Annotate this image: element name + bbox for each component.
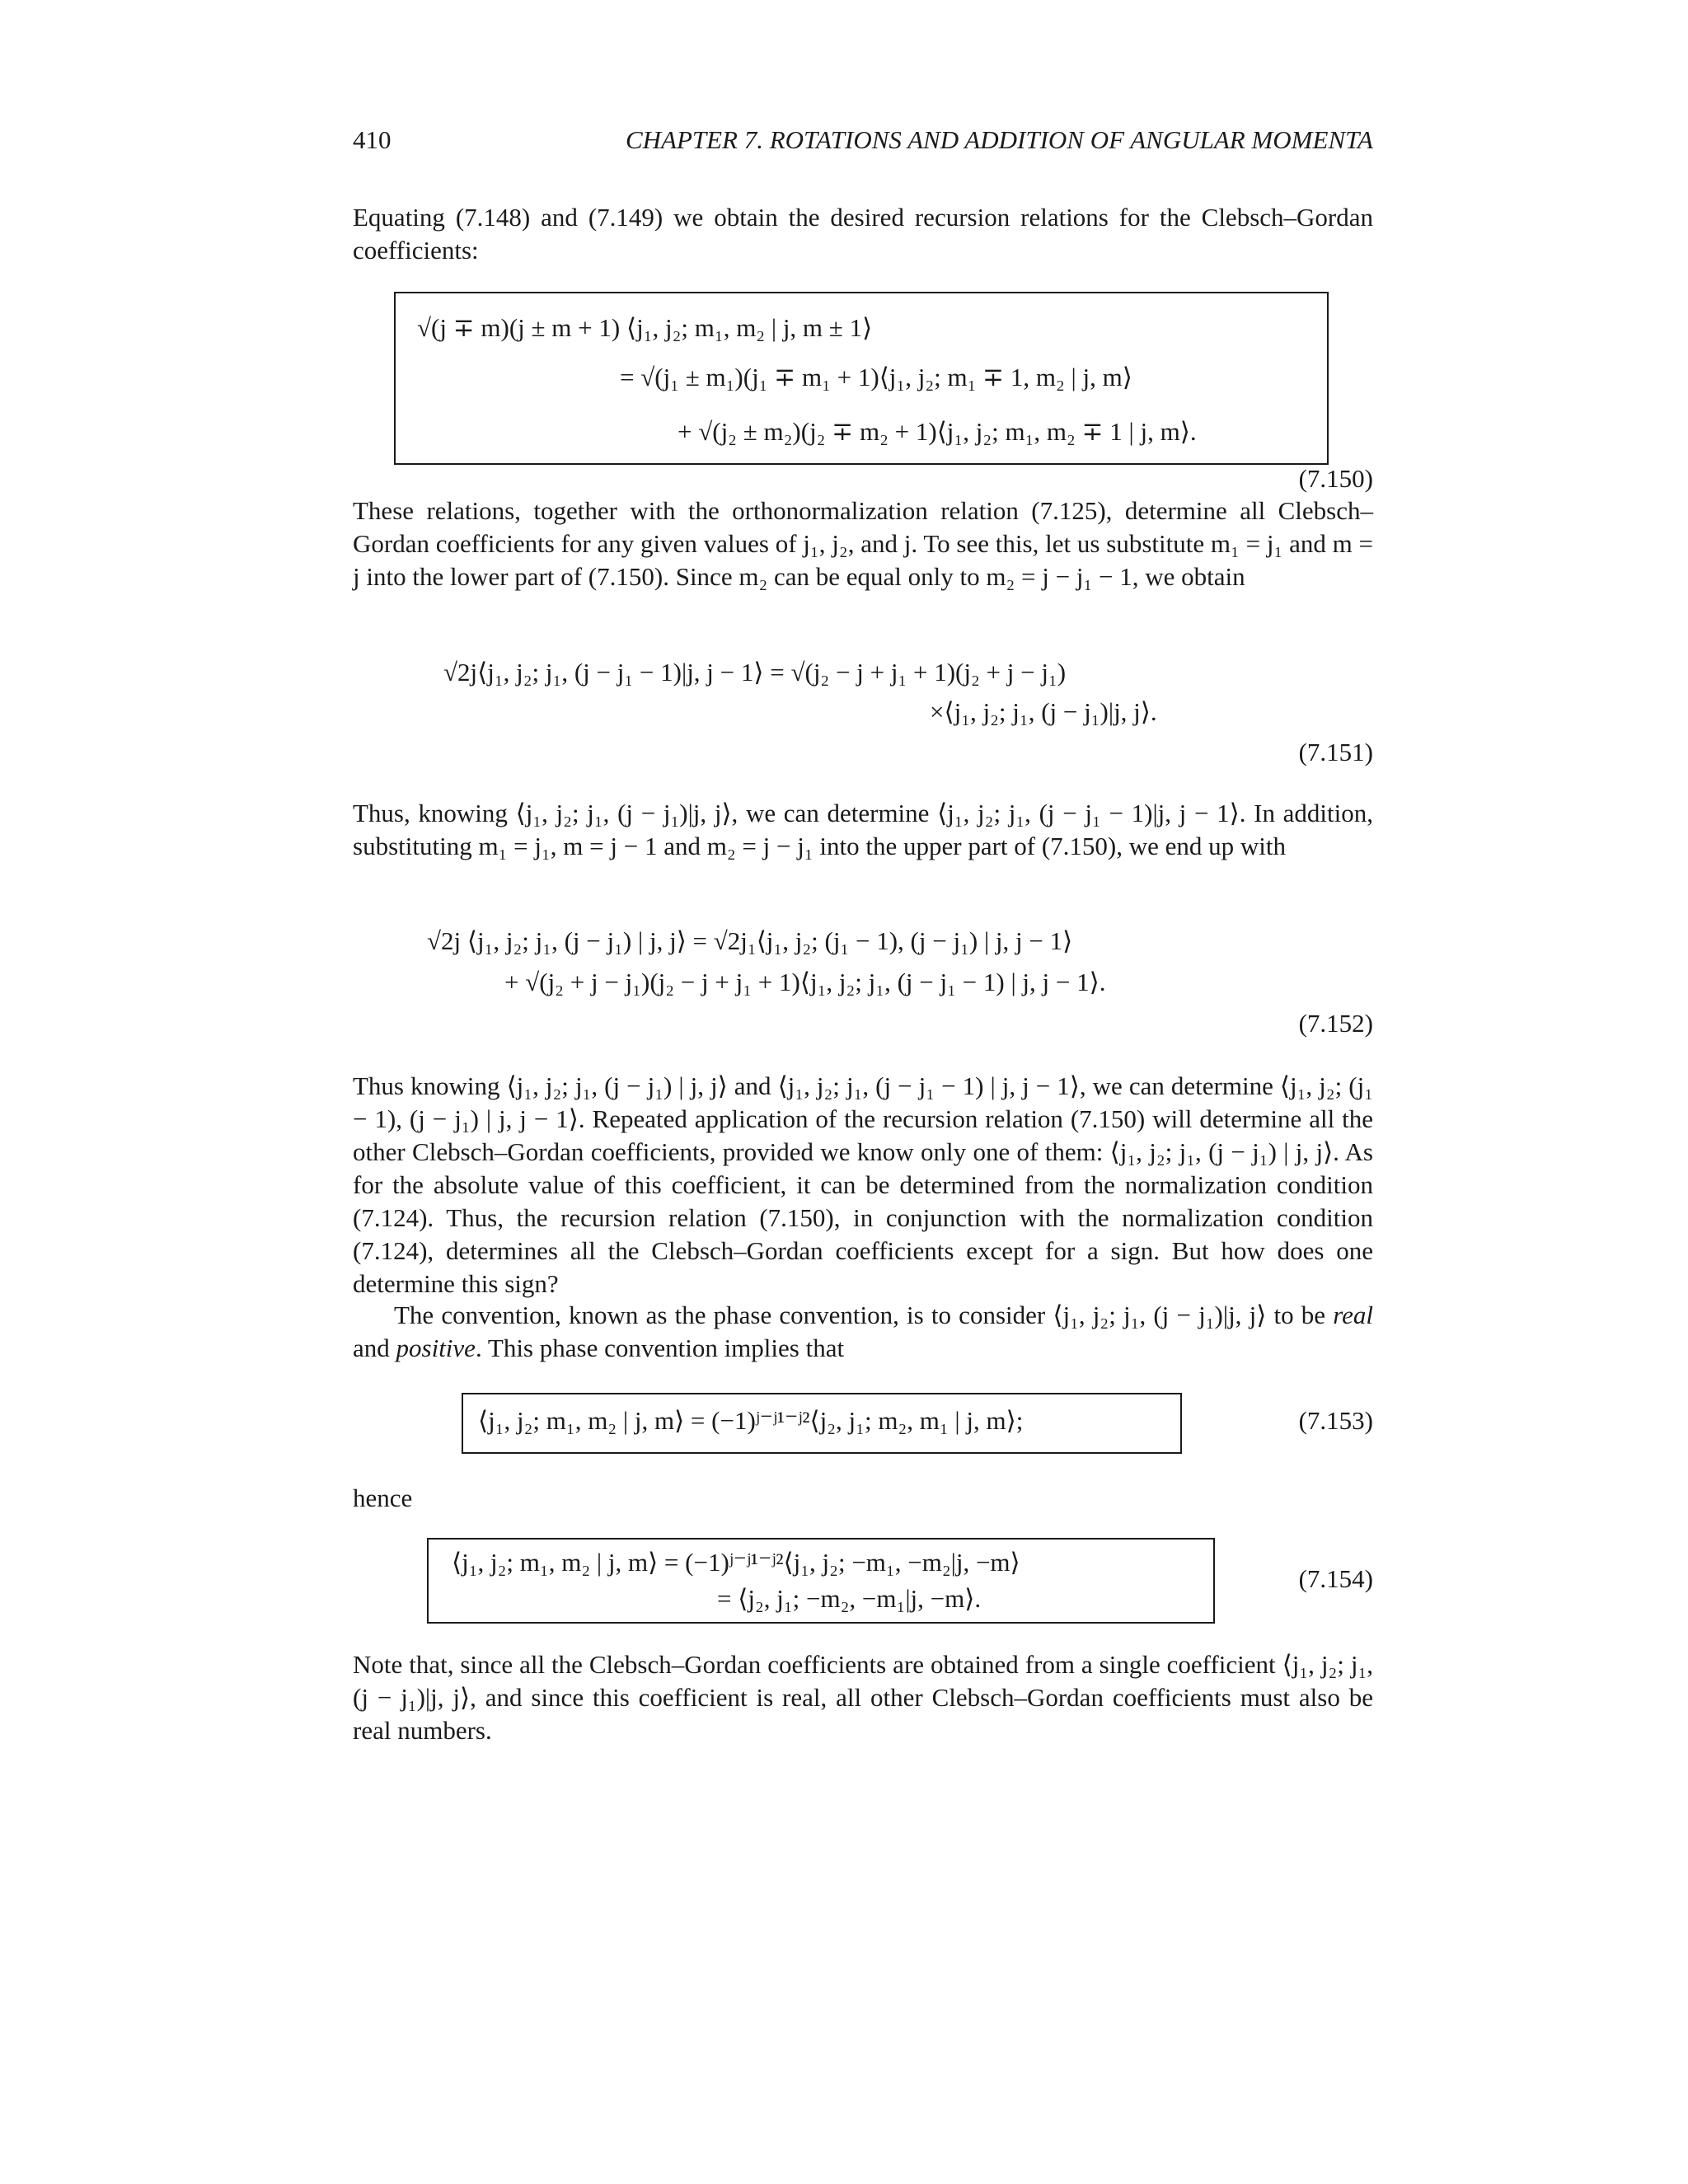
paragraph-repeated-application: Thus knowing ⟨j₁, j₂; j₁, (j − j₁) | j, j⟩ and ⟨j₁, j₂; j₁, (j − j₁ − 1) | j, j − 1⟩, we can determine ⟨j₁, j₂; (j₁ − 1), (j − j₁) | j, j − 1⟩. Repeated application of the recursion relation (7.150) will determine all the other Clebsch–Gordan coefficients, provided we know only one of them: ⟨j₁, j₂; j₁, (j − j₁) | j, j⟩. As for the absolute value of this coefficient, it can be determined from the normalization condition (7.124). Thus, the recursion relation (7.150), in conjunction with the normalization condition (7.124), determines all the Clebsch–Gordan coefficients except for a sign. But how does one determine this sign? [353,1071,1373,1298]
equation-7-150-line-3: + √(j₂ ± m₂)(j₂ ∓ m₂ + 1)⟨j₁, j₂; m₁, m₂ ∓ 1 | j, m⟩. [678,417,1197,446]
phase-convention-text-a: The convention, known as the phase convention, is to consider ⟨j₁, j₂; j₁, (j − j₁)|j, j⟩ to be [394,1301,1334,1329]
paragraph-conclusion: Note that, since all the Clebsch–Gordan coefficients are obtained from a single coefficient ⟨j₁, j₂; j₁, (j − j₁)|j, j⟩, and since this coefficient is real, all other Clebsch–Gordan coefficients must also be real numbers. [353,1650,1373,1745]
equation-number-7-151: (7.151) [1298,738,1373,766]
equation-number-7-152: (7.152) [1298,1009,1373,1038]
equation-7-153-line-1: ⟨j₁, j₂; m₁, m₂ | j, m⟩ = (−1)ʲ⁻ʲ¹⁻ʲ²⟨j₂, j₁; m₂, m₁ | j, m⟩; [478,1406,1024,1435]
equation-7-152-line-1: √2j ⟨j₁, j₂; j₁, (j − j₁) | j, j⟩ = √2j₁⟨j₁, j₂; (j₁ − 1), (j − j₁) | j, j − 1⟩ [427,926,1073,955]
paragraph-recursion: These relations, together with the orthonormalization relation (7.125), determine all Clebsch–Gordan coefficients for any given values of j₁, j₂, and j. To see this, let us substitute m₁ = j₁ and m = j into the lower part of (7.150). Since m₂ can be equal only to m₂ = j − j₁ − 1, we obtain [353,496,1373,591]
page-number: 410 [353,125,392,154]
equation-number-7-150: (7.150) [1298,464,1373,493]
equation-7-150-line-1: √(j ∓ m)(j ± m + 1) ⟨j₁, j₂; m₁, m₂ | j, m ± 1⟩ [417,313,873,342]
paragraph-hence: hence [353,1483,413,1512]
paragraph-intro: Equating (7.148) and (7.149) we obtain the desired recursion relations for the Clebsch–Gordan coefficients: [353,203,1373,265]
equation-7-150-line-2: = √(j₁ ± m₁)(j₁ ∓ m₁ + 1)⟨j₁, j₂; m₁ ∓ 1, m₂ | j, m⟩ [620,363,1132,391]
phase-convention-text-b: . This phase convention implies that [475,1333,845,1362]
paragraph-phase-convention [353,1299,1373,1365]
equation-7-151-line-1: √2j⟨j₁, j₂; j₁, (j − j₁ − 1)|j, j − 1⟩ = √(j₂ − j + j₁ + 1)(j₂ + j − j₁) [443,658,1067,687]
equation-7-154-line-2: = ⟨j₂, j₁; −m₂, −m₁|j, −m⟩. [717,1584,982,1613]
equation-7-152-line-2: + √(j₂ + j − j₁)(j₂ − j + j₁ + 1)⟨j₁, j₂; j₁, (j − j₁ − 1) | j, j − 1⟩. [504,968,1106,996]
phase-convention-and: and [353,1333,396,1362]
running-header: CHAPTER 7. ROTATIONS AND ADDITION OF ANGULAR MOMENTA [625,125,1373,154]
equation-7-154-line-1: ⟨j₁, j₂; m₁, m₂ | j, m⟩ = (−1)ʲ⁻ʲ¹⁻ʲ²⟨j₁, j₂; −m₁, −m₂|j, −m⟩ [452,1548,1020,1577]
equation-7-151-line-2: ×⟨j₁, j₂; j₁, (j − j₁)|j, j⟩. [930,697,1157,726]
emphasis-real: real [1333,1301,1373,1329]
equation-number-7-153: (7.153) [1298,1406,1373,1435]
paragraph-substitution: Thus, knowing ⟨j₁, j₂; j₁, (j − j₁)|j, j⟩, we can determine ⟨j₁, j₂; j₁, (j − j₁ − 1)|j, j − 1⟩. In addition, substituting m₁ = j₁, m = j − 1 and m₂ = j − j₁ into the upper part of (7.150), we end up with [353,799,1373,860]
equation-number-7-154: (7.154) [1298,1564,1373,1593]
emphasis-positive: positive [396,1333,476,1362]
